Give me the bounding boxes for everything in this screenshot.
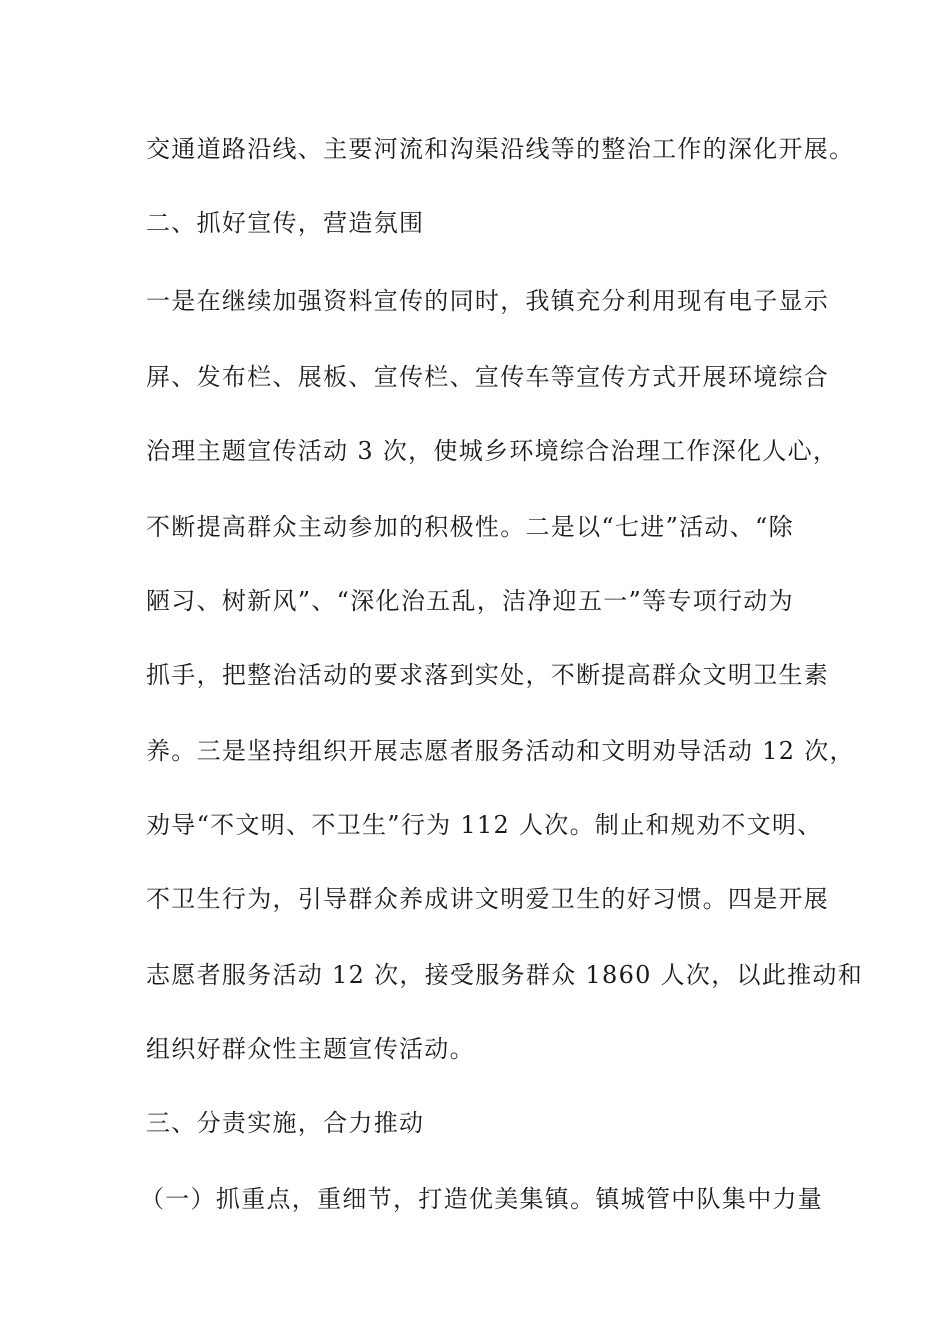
body-text-line: 劝导“不文明、不卫生”行为 112 人次。制止和规劝不文明、: [146, 811, 823, 839]
body-text-line: 治理主题宣传活动 3 次，使城乡环境综合治理工作深化人心，: [146, 437, 839, 465]
section-heading: 三、分责实施，合力推动: [146, 1109, 425, 1137]
body-text-line: 志愿者服务活动 12 次，接受服务群众 1860 人次，以此推动和: [146, 961, 864, 989]
body-text-line: 抓手，把整治活动的要求落到实处，不断提高群众文明卫生素: [146, 661, 830, 689]
section-heading: 二、抓好宣传，营造氛围: [146, 209, 425, 237]
body-text-line: 养。三是坚持组织开展志愿者服务活动和文明劝导活动 12 次，: [146, 737, 855, 765]
body-text-line: 陋习、树新风”、“深化治五乱，洁净迎五一”等专项行动为: [146, 587, 794, 615]
body-text-line: 交通道路沿线、主要河流和沟渠沿线等的整治工作的深化开展。: [146, 135, 855, 163]
body-text-line: 不断提高群众主动参加的积极性。二是以“七进”活动、“除: [146, 513, 794, 541]
body-text-line: 组织好群众性主题宣传活动。: [146, 1035, 475, 1063]
body-text-line: 屏、发布栏、展板、宣传栏、宣传车等宣传方式开展环境综合: [146, 363, 830, 391]
body-text-line: 不卫生行为，引导群众养成讲文明爱卫生的好习惯。四是开展: [146, 885, 830, 913]
subsection-text-line: （一）抓重点，重细节，打造优美集镇。镇城管中队集中力量: [140, 1185, 824, 1213]
body-text-line: 一是在继续加强资料宣传的同时，我镇充分利用现有电子显示: [146, 287, 830, 315]
